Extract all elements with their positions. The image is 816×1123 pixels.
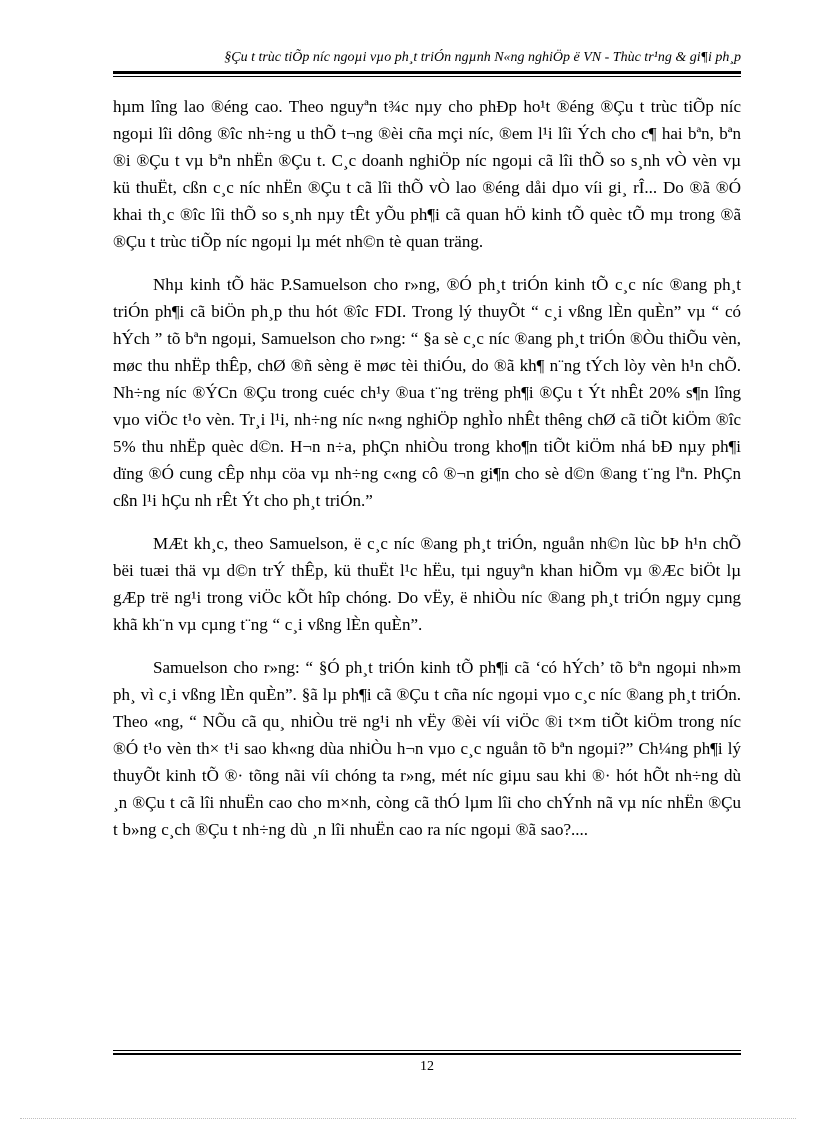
page-number: 12 [420, 1059, 434, 1074]
paragraph-1: hµm lîng lao ®éng cao. Theo nguyªn t¾c nµy cho phÐp ho¹t ®éng ®Çu t trùc tiÕp níc ngoµi lîi dông ®îc nh÷ng u thÕ t¬ng ®èi cña mçi níc, ®em l¹i lîi Ých cho c¶ hai bªn, bªn ®i ®Çu t vµ bªn nhËn ®Çu t. C¸c doanh nghiÖp níc ngoµi cã lîi thÕ so s¸nh vÒ vèn vµ kü thuËt, cßn c¸c níc nhËn ®Çu t cã lîi thÕ vÒ lao ®éng dåi dµo víi gi¸ rÎ... Do ®ã ®Ó khai th¸c ®îc lîi thÕ so s¸nh nµy tÊt yÕu ph¶i cã quan hÖ kinh tÕ quèc tÕ mµ trong ®ã ®Çu t trùc tiÕp níc ngoµi lµ mét nh©n tè quan träng. [113, 97, 741, 251]
header-rule-thick [113, 71, 741, 74]
paragraph-2: Nhµ kinh tÕ häc P.Samuelson cho r»ng, ®Ó ph¸t triÓn kinh tÕ c¸c níc ®ang ph¸t triÓn ph¶i cã biÖn ph¸p thu hót ®îc FDI. Trong lý thuyÕt “ c¸i vßng lÈn quÈn” vµ “ có hÝch ” tõ bªn ngoµi, Samuelson cho r»ng: “ §a sè c¸c níc ®ang ph¸t triÓn ®Òu thiÕu vèn, møc thu nhËp thÊp, chØ ®ñ sèng ë møc tèi thiÓu, do ®ã kh¶ n¨ng tÝch lòy vèn h¹n chÕ. Nh÷ng níc ®ÝCn ®Çu trong cuéc ch¹y ®ua t¨ng trëng ph¶i ®Çu t Ýt nhÊt 20% s¶n lîng vµo viÖc t¹o vèn. Tr¸i l¹i, nh÷ng níc n«ng nghiÖp nghÌo nhÊt thêng chØ cã tiÕt kiÖm ®îc 5% thu nhËp quèc d©n. H¬n n÷a, phÇn nhiÒu trong kho¶n tiÕt kiÖm nhá bÐ nµy ph¶i dïng ®Ó cung cÊp nhµ cöa vµ nh÷ng c«ng cô ®¬n gi¶n cho sè d©n ®ang t¨ng lªn. PhÇn cßn l¹i hÇu nh rÊt Ýt cho ph¸t triÓn.” [113, 275, 741, 510]
page-edge-dotted-line [20, 1118, 796, 1119]
footer-rule-thick [113, 1053, 741, 1055]
body-text [113, 93, 741, 859]
paragraph-4: Samuelson cho r»ng: “ §Ó ph¸t triÓn kinh tÕ ph¶i cã ‘có hÝch’ tõ bªn ngoµi nh»m ph¸ vì c¸i vßng lÈn quÈn”. §ã lµ ph¶i cã ®Çu t cña níc ngoµi vµo c¸c níc ®ang ph¸t triÓn. Theo «ng, “ NÕu cã qu¸ nhiÒu trë ng¹i nh vËy ®èi víi viÖc ®i t×m tiÕt kiÖm trong níc ®Ó t¹o vèn th× t¹i sao kh«ng dùa nhiÒu h¬n vµo c¸c nguån tõ bªn ngoµi?” Ch¼ng ph¶i lý thuyÕt kinh tÕ ®· tõng nãi víi chóng ta r»ng, mét níc giµu sau khi ®· hót hÕt nh÷ng dù ¸n ®Çu t cã lîi nhuËn cao cho m×nh, còng cã thÓ lµm lîi cho chÝnh nã vµ níc nhËn ®Çu t b»ng c¸ch ®Çu t nh÷ng dù ¸n lîi nhuËn cao ra níc ngoµi ®ã sao?.... [113, 658, 741, 839]
footer-rule-thin [113, 1050, 741, 1051]
paragraph-3: MÆt kh¸c, theo Samuelson, ë c¸c níc ®ang ph¸t triÓn, nguån nh©n lùc bÞ h¹n chÕ bëi tuæi thä vµ d©n trÝ thÊp, kü thuËt l¹c hËu, tµi nguyªn khan hiÕm vµ ®Æc biÖt lµ gÆp trë ng¹i trong viÖc kÕt hîp chóng. Do vËy, ë nhiÒu níc ®ang ph¸t triÓn ngµy cµng khã kh¨n vµ cµng t¨ng “ c¸i vßng lÈn quÈn”. [113, 534, 741, 634]
running-header: §Çu t trùc tiÕp níc ngoµi vµo ph¸t triÓn ngµnh N«ng nghiÖp ë VN - Thùc tr¹ng & gi¶i ph¸p [224, 50, 741, 65]
header-rule-thin [113, 76, 741, 77]
